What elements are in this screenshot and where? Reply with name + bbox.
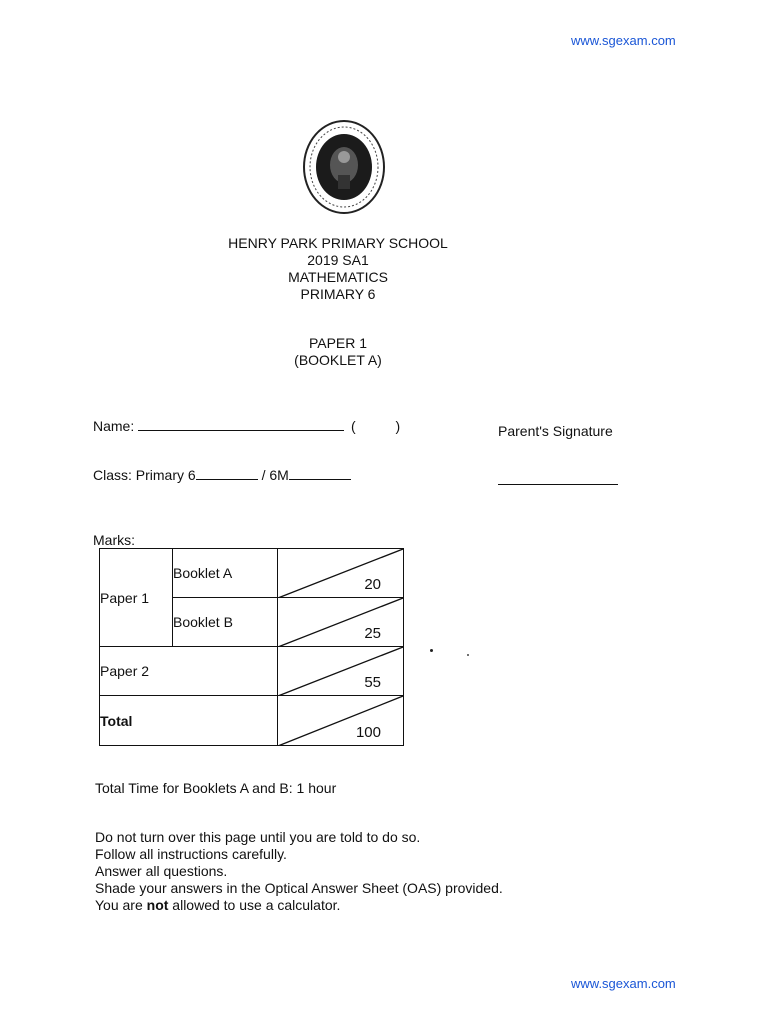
paper2-label: Paper 2: [100, 647, 278, 696]
booklet-b-score-cell[interactable]: [278, 598, 404, 647]
index-close: ): [395, 418, 401, 434]
paper-title: PAPER 1: [308, 335, 368, 351]
website-link-top[interactable]: www.sgexam.com: [571, 33, 676, 48]
booklet-title: (BOOKLET A): [294, 352, 382, 368]
school-crest-icon: [302, 119, 386, 215]
booklet-a-score-cell[interactable]: [278, 549, 404, 598]
booklet-b-label: Booklet B: [173, 598, 278, 647]
total-max: 100: [355, 724, 381, 741]
class-section-field[interactable]: [289, 467, 351, 480]
instruction-line: Follow all instructions carefully.: [95, 846, 287, 862]
paper2-score-cell[interactable]: [278, 647, 404, 696]
class-label: Class: Primary 6: [93, 467, 196, 483]
class-suffix: / 6M: [261, 467, 289, 483]
index-open: (: [351, 418, 356, 434]
instruction-line: Do not turn over this page until you are told to do so.: [95, 829, 421, 845]
parent-signature-field[interactable]: [498, 484, 618, 485]
stray-dot: [467, 654, 469, 656]
paper1-label: Paper 1: [100, 549, 173, 647]
paper2-max: 55: [364, 674, 381, 691]
name-field[interactable]: [138, 418, 344, 431]
instruction-line: Answer all questions.: [95, 863, 228, 879]
booklet-a-max: 20: [364, 576, 381, 593]
subject-title: MATHEMATICS: [288, 269, 388, 285]
instruction-emphasis: not: [146, 897, 169, 913]
total-label: Total: [100, 696, 278, 746]
name-row: [93, 418, 400, 434]
exam-title: 2019 SA1: [307, 252, 369, 268]
marks-label: Marks:: [93, 532, 135, 548]
booklet-b-max: 25: [364, 625, 381, 642]
level-title: PRIMARY 6: [300, 286, 376, 302]
stray-dot: [430, 649, 433, 652]
booklet-a-label: Booklet A: [173, 549, 278, 598]
class-field[interactable]: [196, 467, 258, 480]
instruction-line: Shade your answers in the Optical Answer Sheet (OAS) provided.: [95, 880, 503, 896]
school-name: HENRY PARK PRIMARY SCHOOL: [228, 235, 448, 251]
parent-signature-label: Parent's Signature: [498, 423, 613, 439]
marks-table: [99, 548, 404, 746]
website-link-bottom[interactable]: www.sgexam.com: [571, 976, 676, 991]
instruction-line: You are not allowed to use a calculator.: [95, 897, 341, 913]
time-note: Total Time for Booklets A and B: 1 hour: [95, 780, 337, 796]
total-score-cell[interactable]: [278, 696, 404, 746]
instructions: [95, 829, 503, 914]
class-row: [93, 467, 351, 483]
name-label: Name:: [93, 418, 135, 434]
